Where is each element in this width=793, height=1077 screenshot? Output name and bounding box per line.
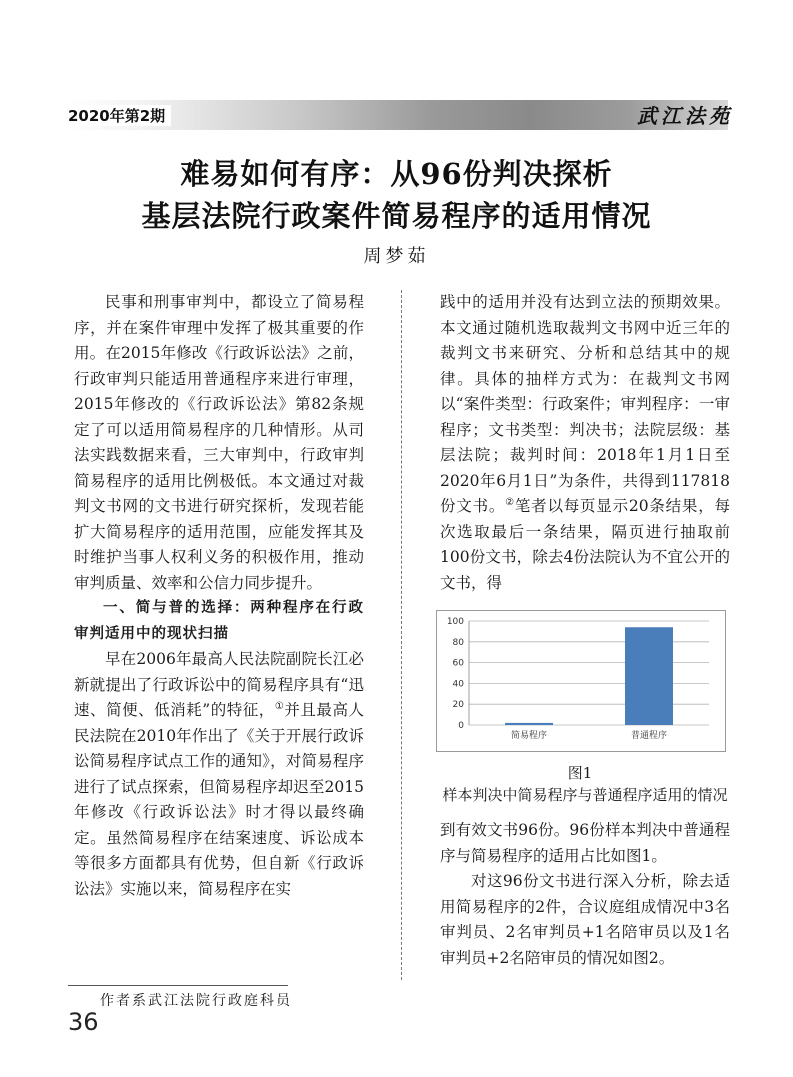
figure-number: 图1 [567,764,593,782]
bar [625,627,673,725]
title-line-2: 基层法院行政案件简易程序的适用情况 [141,199,652,233]
footnote-marker: ① [274,700,285,712]
right-column [440,290,730,596]
right-column-continued [440,818,730,971]
y-tick-label: 100 [446,617,464,627]
text-run: 践中的适用并没有达到立法的预期效果。本文通过随机选取裁判文书网中近三年的裁判文书来研究、分析和总结其中的规律。具体的抽样方式为：在裁判文书网以“案件类型：行政案件；审判程序：一审程序；文书类型：判决书；法院层级：基层法院；裁判时间：2018年1月1日至2020年6月1日”为条件，共得到117818份文书。 [440,293,730,515]
y-tick-label: 40 [452,679,464,690]
author-footnote: 作者系武江法院行政庭科员 [100,993,292,1009]
bar-chart [436,610,726,752]
page-number: 36 [68,1008,99,1036]
y-tick-label: 0 [458,721,464,731]
paragraph: 民事和刑事审判中，都设立了简易程序，并在案件审理中发挥了极其重要的作用。在2015年修改《行政诉讼法》之前，行政审判只能适用普通程序来进行审理，2015年修改的《行政诉讼法》第82条规定了可以适用简易程序的几种情形。从司法实践数据来看，三大审判中，行政审判简易程序的适用比例极低。本文通过对裁判文书网的文书进行研究探析，发现若能扩大简易程序的适用范围，应能发挥其及时维护当事人权利义务的积极作用，推动审判质量、效率和公信力同步提升。 [74,293,364,592]
text-run: 早在2006年最高人民法院副院长江必新就提出了行政诉讼中的简易程序具有“迅速、简便、低消耗”的特征， [74,650,364,719]
author: 周梦茹 [363,246,430,267]
paragraph: 对这96份文书进行深入分析，除去适用简易程序的2件，合议庭组成情况中3名审判员、2名审判员+1名陪审员以及1名审判员+2名陪审员的情况如图2。 [440,872,730,967]
section-heading: 一、简与普的选择：两种程序在行政审判适用中的现状扫描 [74,600,364,642]
footnote-rule [68,985,288,986]
x-tick-label: 普通程序 [630,731,668,741]
x-tick-label: 简易程序 [510,731,548,741]
y-tick-label: 80 [452,637,464,648]
paragraph [440,290,730,596]
issue-label: 2020年第2期 [68,105,171,126]
paragraph: 到有效文书96份。96份样本判决中普通程序与简易程序的适用占比如图1。 [440,821,730,865]
paragraph [74,647,364,902]
text-run: 并且最高人民法院在2010年作出了《关于开展行政诉讼简易程序试点工作的通知》，对简易程序进行了试点探索，但简易程序却迟至2015年修改《行政诉讼法》时才得以最终确定。虽然简易程序在结案速度、诉讼成本等很多方面都具有优势，但自新《行政诉讼法》实施以来，简易程序在实 [74,701,364,898]
title-line-1: 难易如何有序：从96份判决探析 [180,157,613,191]
y-tick-label: 20 [452,700,464,711]
chart-svg [437,611,725,751]
left-column [74,290,364,902]
footnote-marker: ② [505,496,515,508]
journal-name: 武江法苑 [637,104,733,128]
text-run: 笔者以每页显示20条结果，每次选取最后一条结果，隔页进行抽取前100份文书，除去4份法院认为不宜公开的文书，得 [440,497,730,592]
bar [505,723,553,725]
figure-caption: 样本判决中简易程序与普通程序适用的情况 [442,786,728,804]
column-divider [401,290,402,980]
y-tick-label: 60 [452,658,464,669]
